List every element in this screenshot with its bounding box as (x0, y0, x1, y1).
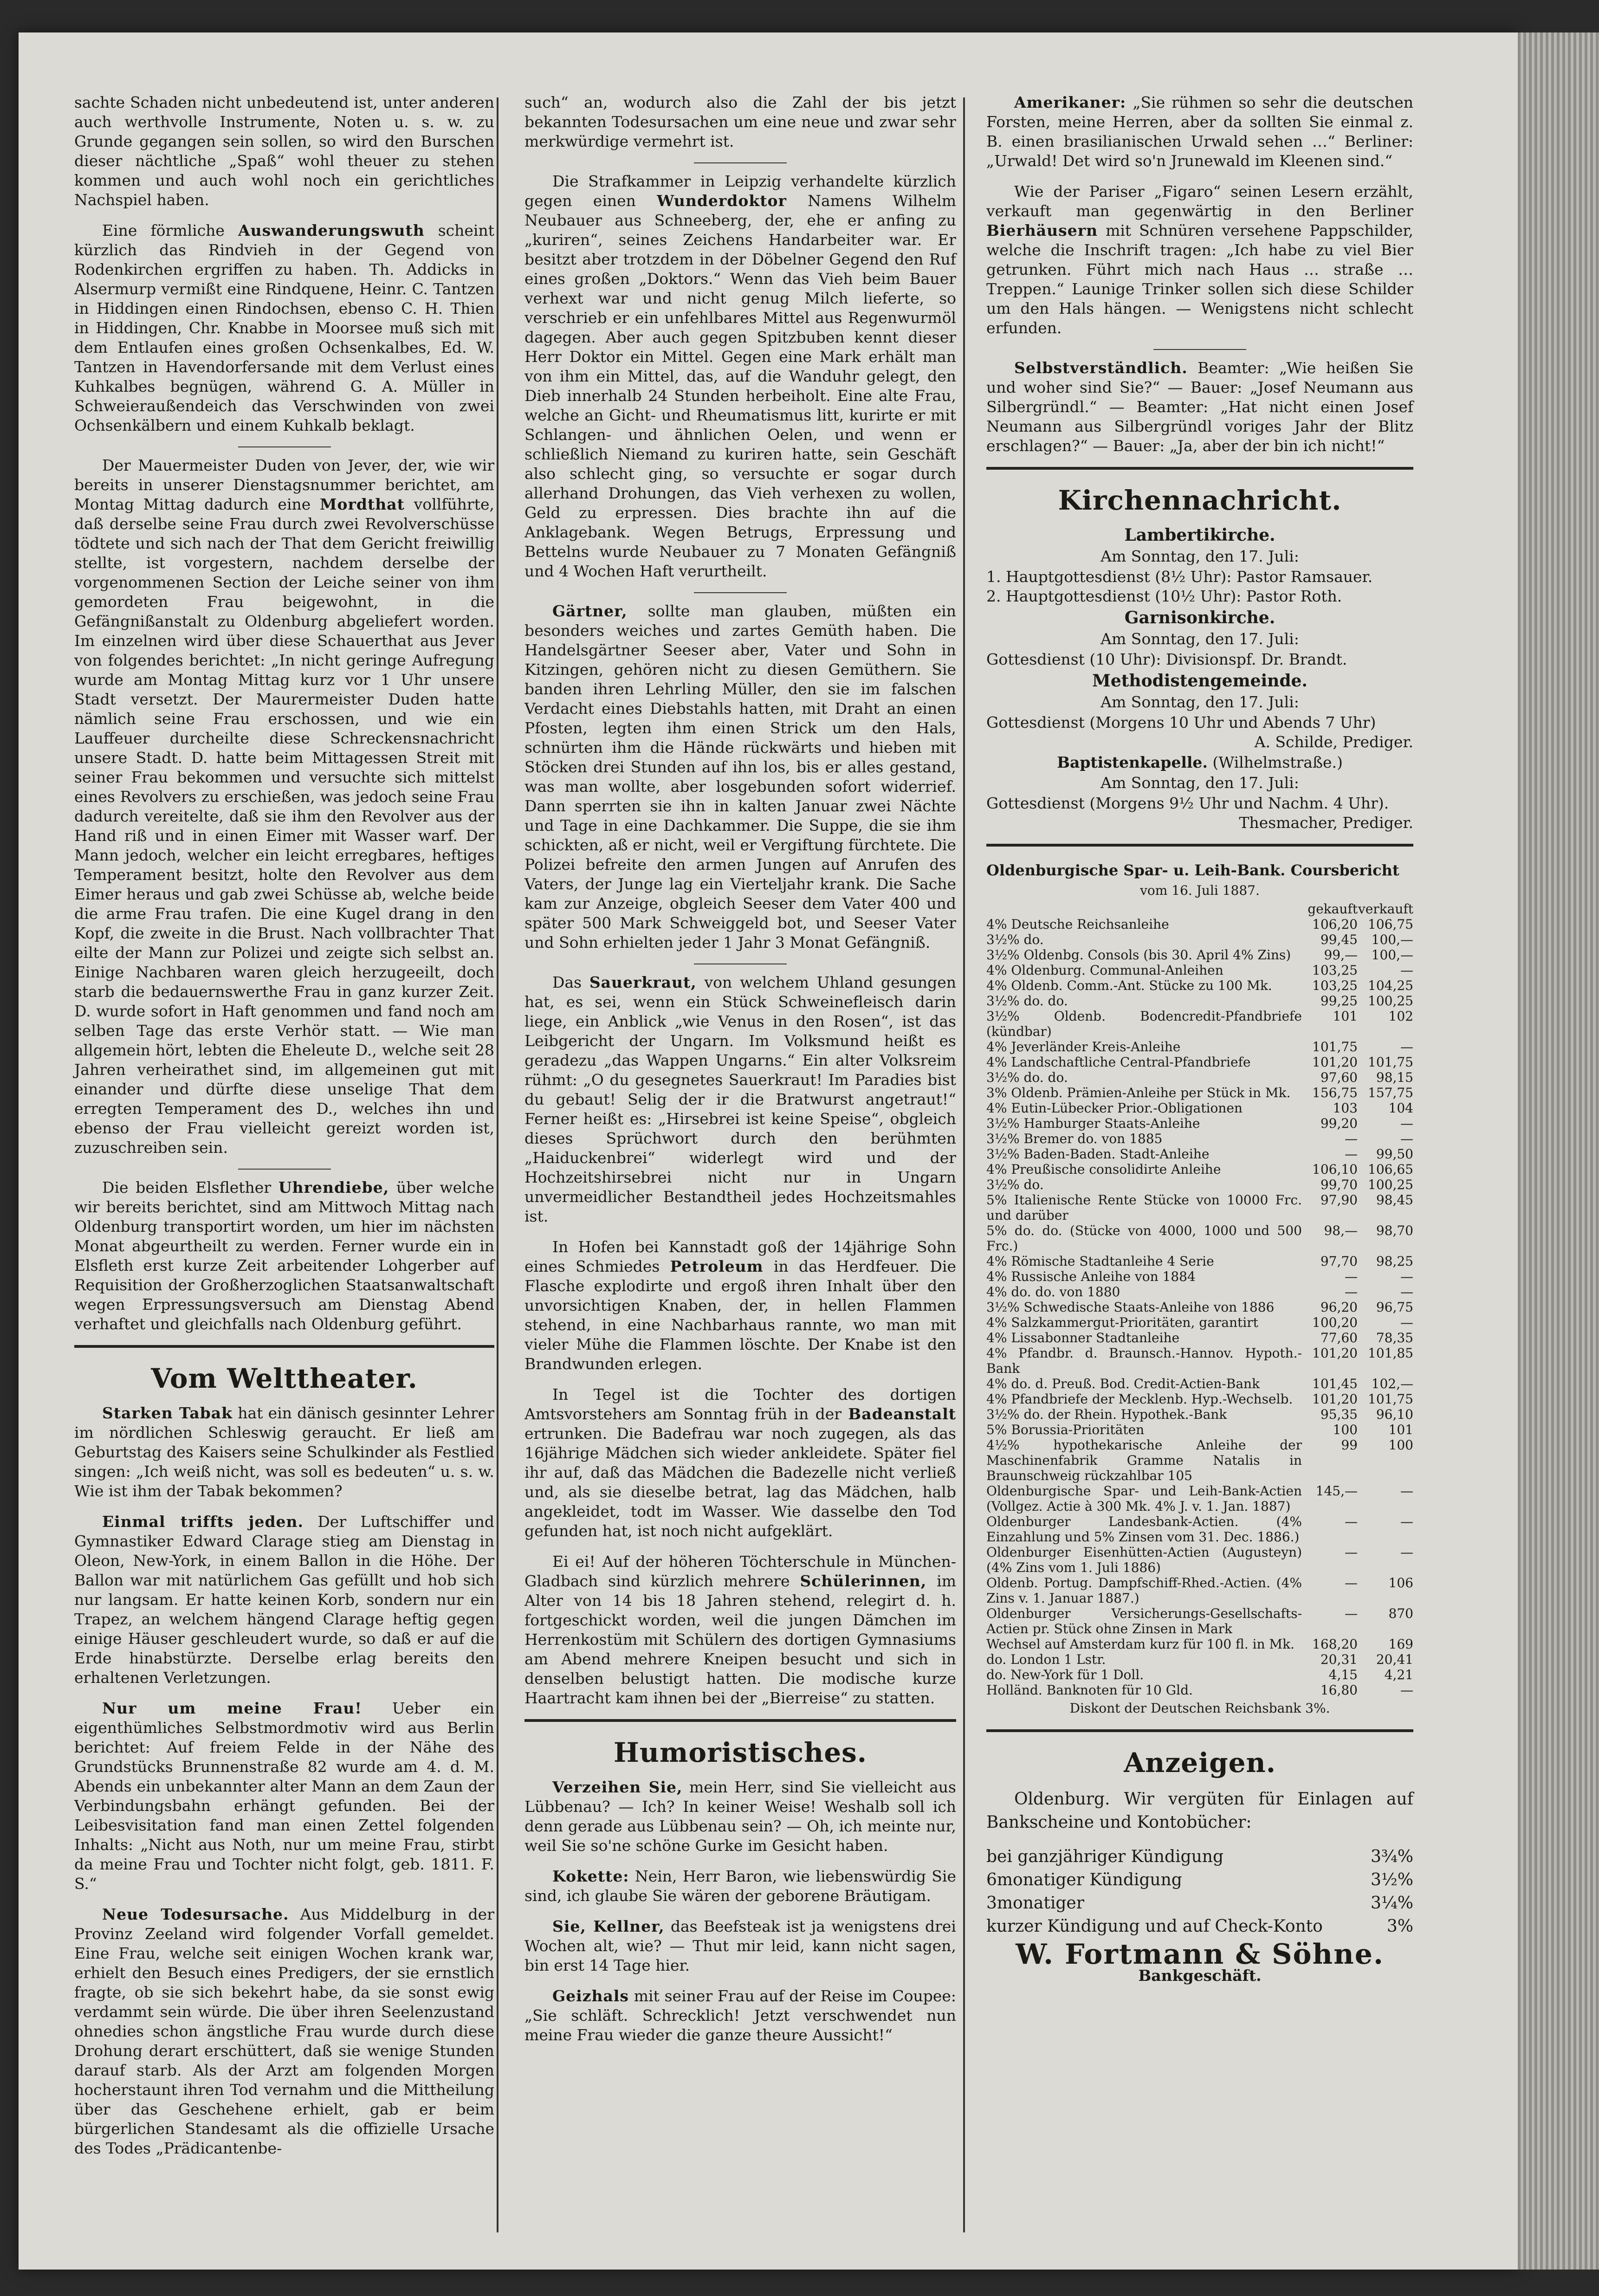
table-row (986, 1223, 1413, 1254)
price-sold: — (1400, 1315, 1413, 1330)
article-separator (1153, 349, 1246, 350)
section-rule (74, 1345, 494, 1348)
list-item (986, 1915, 1413, 1938)
price-sold: 169 (1388, 1636, 1413, 1652)
security-name: Oldenburger Landesbank-Actien. (4% Einzahlung und 5% Zinsen vom 31. Dec. 1886.) (986, 1514, 1302, 1545)
security-name: 3½% Schwedische Staats-Anleihe von 1886 (986, 1300, 1275, 1315)
bank-rate-table (986, 901, 1413, 1698)
church-service: 2. Hauptgottesdienst (10½ Uhr): Pastor Roth. (986, 587, 1342, 605)
price-sold: 98,70 (1376, 1223, 1413, 1238)
article-tabak: Starken Tabak hat ein dänisch gesinnter Lehrer im nördlichen Schleswig geraucht. Er ließ am Geburtstag des Kaisers seine Schulkinder als Festlied singen: „Ich weiß nicht, was soll es bedeuten“ u. s. w. Wie ist ihm der Tabak bekommen? (74, 1404, 494, 1500)
price-bought: 99 (1341, 1437, 1358, 1453)
price-bought: 101,20 (1312, 1345, 1358, 1361)
price-bought: 100 (1333, 1422, 1358, 1437)
price-bought: 168,20 (1312, 1636, 1358, 1652)
table-row (986, 1330, 1413, 1345)
price-sold: 106,75 (1368, 917, 1413, 932)
ad-rate-value: 3¼% (1370, 1894, 1413, 1913)
ad-firm-name: W. Fortmann & Söhne. (1016, 1938, 1384, 1971)
table-row (986, 947, 1413, 963)
church-name: Baptistenkapelle. (Wilhelmstraße.) (1057, 753, 1343, 771)
price-bought: — (1345, 1575, 1358, 1591)
price-bought: 99,— (1324, 947, 1358, 963)
security-name: Oldenburger Eisenhütten-Actien (Augusteyn) (4% Zins vom 1. Juli 1886) (986, 1545, 1302, 1575)
price-sold: 100,— (1371, 932, 1413, 947)
price-sold: 100,25 (1368, 993, 1413, 1009)
section-heading-humoristisches: Humoristisches. (614, 1737, 867, 1768)
price-sold: — (1400, 1682, 1413, 1698)
price-bought: 103,25 (1312, 963, 1358, 978)
price-bought: 95,35 (1320, 1407, 1358, 1422)
price-sold: 96,75 (1376, 1300, 1413, 1315)
price-sold: — (1400, 1269, 1413, 1284)
price-sold: 101,75 (1368, 1391, 1413, 1407)
table-row (986, 1636, 1413, 1652)
article-separator (238, 1169, 331, 1170)
price-sold: 102,— (1371, 1376, 1413, 1391)
article-gaertner: Gärtner, sollte man glauben, müßten ein besonders weiches und zartes Gemüth haben. Die Handelsgärtner Seeser aber, Vater und Sohn in Kitzingen, gehören nicht zu diesen Gemüthern. Sie banden ihren Lehrling Müller, den sie im falschen Verdacht eines Diebstahls hatten, mit Draht an einen Pfosten, legten ihm einen Strick um den Hals, schnürten ihm die Hände rückwärts und hieben mit Stöcken drei Stunden auf ihn los, bis er alles gestand, was man wollte, aber losgebunden sofort widerrief. Dann sperrten sie ihn in kalten Januar zwei Nächte und Tage in eine Dachkammer. Die Suppe, die sie ihm schickten, aß er nicht, weil er Vergiftung fürchtete. Die Polizei befreite den armen Jungen auf Anrufen des Vaters, der Junge lag ein Vierteljahr krank. Die Sache kam zur Anzeige, obgleich Seeser dem Vater 400 und später 500 Mark Schweiggeld bot, und Seeser Vater und Sohn erhielten jeder 1 Jahr 3 Monat Gefängniß. (524, 602, 956, 951)
security-name: 4% Lissabonner Stadtanleihe (986, 1330, 1180, 1345)
price-bought: — (1345, 1545, 1358, 1560)
article-auswanderungswuth: Eine förmliche Auswanderungswuth scheint kürzlich das Rindvieh in der Gegend von Rodenkirchen ergriffen zu haben. Th. Addicks in Alsermurp vermißt eine Rindquene, Heinr. C. Tantzen in Hiddingen einen Rindochsen, ebenso C. H. Thien in Hiddingen, Chr. Knabbe in Moorsee muß sich mit dem Entlaufen eines großen Ochsenkalbes, Ed. W. Tantzen in Havendorfersande mit dem Verlust eines Kuhkalbes begnügen, während G. A. Müller in Schweieraußendeich das Verschwinden von zwei Ochsenkälbern und einem Kuhkalb beklagt. (74, 221, 495, 434)
church-preacher: A. Schilde, Prediger. (1254, 733, 1413, 751)
price-bought: 106,20 (1312, 917, 1358, 932)
list-item (986, 1869, 1413, 1892)
price-bought: 103,25 (1312, 978, 1358, 993)
table-row (986, 1652, 1413, 1667)
security-name: 3% Oldenb. Prämien-Anleihe per Stück in Mk. (986, 1085, 1291, 1100)
column-header: gekauft (1308, 901, 1358, 917)
church-name: Methodistengemeinde. (1092, 671, 1308, 691)
price-bought: 99,45 (1320, 932, 1358, 947)
church-service: Gottesdienst (10 Uhr): Divisionspf. Dr. Brandt. (986, 650, 1347, 668)
price-bought: — (1345, 1284, 1358, 1300)
security-name: 4% do. d. Preuß. Bod. Credit-Actien-Bank (986, 1376, 1260, 1391)
price-bought: 101,45 (1312, 1376, 1358, 1391)
ad-firm-subtitle: Bankgeschäft. (1138, 1966, 1262, 1985)
table-row (986, 1437, 1413, 1483)
security-name: 4% do. do. von 1880 (986, 1284, 1120, 1300)
security-name: 4% Russische Anleihe von 1884 (986, 1269, 1196, 1284)
security-name: 4% Deutsche Reichsanleihe (986, 917, 1169, 932)
table-row (986, 1162, 1413, 1177)
security-name: Oldenburgische Spar- und Leih-Bank-Actien (Vollgez. Actie à 300 Mk. 4% J. v. 1. Jan. 1887) (986, 1483, 1302, 1514)
price-bought: 156,75 (1312, 1085, 1358, 1100)
table-row (986, 1376, 1413, 1391)
price-sold: 99,50 (1376, 1146, 1413, 1162)
table-row (986, 1391, 1413, 1407)
price-sold: — (1400, 1483, 1413, 1499)
price-bought: 97,90 (1320, 1192, 1358, 1208)
security-name: 4% Römische Stadtanleihe 4 Serie (986, 1254, 1214, 1269)
article-mordthat: Der Mauermeister Duden von Jever, der, wie wir bereits in unserer Dienstagsnummer berichtet, am Montag Mittag dadurch eine Mordthat vollführte, daß derselbe seine Frau durch zwei Revolverschüsse tödtete und sich nach der That dem Gericht freiwillig stellte, ist vorgestern, nachdem derselbe der vorgenommenen Section der Leiche seiner von ihm gemordeten Frau beigewohnt, in die Gefängnißanstalt zu Oldenburg abgeliefert worden. Im einzelnen wird über diese Schauerthat aus Jever von folgendes berichtet: „In nicht geringe Aufregung wurde am Montag Mittag kurz vor 1 Uhr unsere Stadt versetzt. Der Maurermeister Duden hatte nämlich seine Frau erschossen, und wie ein Lauffeuer durcheilte diese Schreckensnachricht unsere Stadt. D. hatte beim Mittagessen Streit mit seiner Frau bekommen und versuchte sich mittelst eines Revolvers zu erschießen, was jedoch seine Frau dadurch vereitelte, daß sie ihm den Revolver aus der Hand riß und in einen Eimer mit Wasser warf. Der Mann jedoch, welcher ein leicht erregbares, heftiges Temperament besitzt, holte den Revolver aus dem Eimer heraus und gab zwei Schüsse ab, welche beide die arme Frau trafen. Die eine Kugel drang in den Kopf, die zweite in die Brust. Nach vollbrachter That eilte der Mann zur Polizei und zeigte sich selbst an. Einige Nachbaren waren gleich herzugeeilt, doch starb die bedauernswerthe Frau in ganz kurzer Zeit. D. wurde sofort in Haft genommen und fand noch am selben Tage das erste Verhör statt. — Wie man allgemein hört, lebten die Eheleute D., welche seit 28 Jahren verheirathet sind, im allgemeinen gut mit einander und dürfte diese unselige That dem erregten Temperament des D., welches ihn und ebenso der Frau vielleicht gereizt worden ist, zuzuschreiben sein. (74, 456, 494, 1157)
price-sold: 101,75 (1368, 1054, 1413, 1070)
price-sold: 20,41 (1376, 1652, 1413, 1667)
security-name: 4% Pfandbriefe der Mecklenb. Hyp.-Wechselb. (986, 1391, 1293, 1407)
article-sauerkraut: Das Sauerkraut, von welchem Uhland gesungen hat, es sei, wenn ein Stück Schweinefleisch darin liege, ein Anblick „wie Venus in den Rosen“, ist das Leibgericht der Ungarn. Im Volksmund heißt es geradezu „das Wappen Ungarns.“ Ein alter Volksreim rühmt: „O du gesegnetes Sauerkraut! Im Paradies bist du gebaut! Selig der ir die Bratwurst angetraut!“ Ferner heißt es: „Hirsebrei ist keine Speise“, obgleich dieses Sprüchwort durch den berühmten „Haiduckenbrei“ widerlegt wird und der Hochzeitshirsebrei nicht nur in Ungarn unvermeidlicher Bestandtheil jedes Hochzeitsmahles ist. (524, 973, 956, 1225)
ad-rate-value: 3½% (1370, 1870, 1413, 1889)
section-rule (986, 467, 1413, 470)
security-name: Holländ. Banknoten für 10 Gld. (986, 1682, 1193, 1698)
security-name: do. London 1 Lstr. (986, 1652, 1106, 1667)
bank-report-title: Oldenburgische Spar- u. Leih-Bank. Coursbericht (986, 861, 1399, 879)
price-sold: 106 (1388, 1575, 1413, 1591)
list-item (986, 1845, 1413, 1869)
price-sold: 104 (1388, 1100, 1413, 1116)
table-row (986, 1483, 1413, 1514)
book-edge (1518, 32, 1599, 2270)
table-row (986, 1146, 1413, 1162)
table-row (986, 1131, 1413, 1146)
price-bought: 96,20 (1320, 1300, 1358, 1315)
price-sold: 96,10 (1376, 1407, 1413, 1422)
table-row (986, 1407, 1413, 1422)
price-bought: 4,15 (1328, 1667, 1358, 1682)
column-1 (74, 93, 494, 2169)
price-sold: 78,35 (1376, 1330, 1413, 1345)
security-name: 3½% Oldenbg. Consols (bis 30. April 4% Zins) (986, 947, 1291, 963)
article-todesursache: Neue Todesursache. Aus Middelburg in der Provinz Zeeland wird folgender Vorfall gemeldet. Eine Frau, welche seit einigen Wochen krank war, erhielt den Besuch eines Predigers, der sie ernstlich fragte, ob sie sich bekehrt habe, da sie sonst ewig verdammt sein würde. Die über ihren Seelenzustand ohnedies schon ängstliche Frau wurde durch diese Drohung derart erschüttert, daß sie wenige Stunden darauf starb. Als der Arzt am folgenden Morgen hocherstaunt ihren Tod vernahm und die Mittheilung über das Geschehene erhielt, gab er beim bürgerlichen Standesamt als die offizielle Ursache des Todes „Prädicantenbe- (74, 1905, 494, 2157)
column-3 (986, 93, 1413, 1986)
table-row (986, 1345, 1413, 1376)
section-heading-anzeigen: Anzeigen. (1124, 1747, 1276, 1779)
security-name: Wechsel auf Amsterdam kurz für 100 fl. in Mk. (986, 1636, 1295, 1652)
security-name: 4% Jeverländer Kreis-Anleihe (986, 1039, 1181, 1054)
article-petroleum: In Hofen bei Kannstadt goß der 14jährige Sohn eines Schmiedes Petroleum in das Herdfeuer. Die Flasche explodirte und ergoß ihren Inhalt über den unvorsichtigen Knaben, der, in hellen Flammen stehend, in eine Nachbarhaus rannte, wo man mit vieler Mühe die Flammen löschte. Der Knabe ist den Brandwunden erlegen. (524, 1238, 956, 1373)
column-header: verkauft (1358, 901, 1413, 917)
security-name: do. New-York für 1 Doll. (986, 1667, 1144, 1682)
column-divider (963, 97, 965, 2232)
security-name: 3½% Hamburger Staats-Anleihe (986, 1116, 1200, 1131)
church-name: Lambertikirche. (1124, 525, 1275, 545)
table-row (986, 1606, 1413, 1636)
article-selbstverstaendlich: Selbstverständlich. Beamter: „Wie heißen Sie und woher sind Sie?“ — Bauer: „Josef Neumann aus Silbergründl.“ — Beamter: „Hat nicht einen Josef Neumann aus Silbergründl voriges Jahr der Blitz erschlagen?“ — Bauer: „Ja, aber der bin ich nicht!“ (986, 359, 1414, 455)
church-date: Am Sonntag, den 17. Juli: (1101, 547, 1299, 565)
price-bought: 98,— (1324, 1223, 1358, 1238)
table-row (986, 1085, 1413, 1100)
section-heading-welttheater: Vom Welttheater. (151, 1363, 418, 1394)
security-name: 5% Borussia-Prioritäten (986, 1422, 1145, 1437)
security-name: 4% Salzkammergut-Prioritäten, garantirt (986, 1315, 1258, 1330)
price-sold: 98,25 (1376, 1254, 1413, 1269)
price-sold: 101,85 (1368, 1345, 1413, 1361)
table-row (986, 1254, 1413, 1269)
column-2 (524, 93, 956, 2056)
table-row (986, 1192, 1413, 1223)
table-row (986, 1054, 1413, 1070)
article-uhrendiebe: Die beiden Elsflether Uhrendiebe, über welche wir bereits berichtet, sind am Mittwoch Mittag nach Oldenburg transportirt worden, um hier im nächsten Monat abgeurtheilt zu werden. Ferner wurde ein in Elsfleth erst kurze Zeit arbeitender Lohgerber auf Requisition der Großherzoglichen Staatsanwaltschaft wegen Erpressungsversuch am Dienstag Abend verhaftet und gleichfalls nach Oldenburg geführt. (74, 1178, 494, 1333)
security-name: 3½% do. do. (986, 993, 1068, 1009)
section-rule (986, 844, 1413, 847)
price-bought: — (1345, 1514, 1358, 1529)
joke-kellner: Sie, Kellner, das Beefsteak ist ja wenigstens drei Wochen alt, wie? — Thut mir leid, kann nicht sagen, bin erst 14 Tage hier. (524, 1917, 956, 1974)
price-sold: 4,21 (1384, 1667, 1413, 1682)
table-row (986, 932, 1413, 947)
table-row (986, 1682, 1413, 1698)
bank-report-date: vom 16. Juli 1887. (1140, 883, 1260, 898)
article-continuation: such“ an, wodurch also die Zahl der bis jetzt bekannten Todesursachen um eine neue und zwar sehr merkwürdige vermehrt ist. (524, 93, 956, 150)
security-name: 3½% do. (986, 1177, 1044, 1192)
price-sold: 870 (1388, 1606, 1413, 1621)
price-sold: — (1400, 963, 1413, 978)
ad-rate-label: bei ganzjähriger Kündigung (986, 1847, 1224, 1866)
table-row (986, 1116, 1413, 1131)
article-separator (694, 162, 787, 163)
price-sold: 100 (1388, 1437, 1413, 1453)
price-sold: 100,25 (1368, 1177, 1413, 1192)
price-sold: 106,65 (1368, 1162, 1413, 1177)
church-date: Am Sonntag, den 17. Juli: (1101, 774, 1299, 792)
price-bought: 99,25 (1320, 993, 1358, 1009)
column-divider (497, 97, 498, 2232)
price-bought: — (1345, 1606, 1358, 1621)
list-item (986, 1892, 1413, 1915)
table-row (986, 1300, 1413, 1315)
section-heading-kirchennachricht: Kirchennachricht. (1058, 485, 1342, 516)
price-bought: 101 (1333, 1009, 1358, 1024)
security-name: 3½% do. der Rhein. Hypothek.-Bank (986, 1407, 1227, 1422)
table-row (986, 1100, 1413, 1116)
price-sold: 101 (1388, 1422, 1413, 1437)
price-sold: — (1400, 1039, 1413, 1054)
ad-rate-label: 3monatiger (986, 1894, 1084, 1913)
table-row (986, 1070, 1413, 1085)
article-wunderdoktor: Die Strafkammer in Leipzig verhandelte kürzlich gegen einen Wunderdoktor Namens Wilhelm Neubauer aus Schneeberg, der, ehe er anfing zu „kuriren“, seines Zeichens Handarbeiter war. Er besitzt aber trotzdem in der Döbelner Gegend den Ruf eines großen „Doktors.“ Wenn das Vieh beim Bauer verhext war und nicht genug Milch lieferte, so verschrieb er ein unfehlbares Mittel aus Regenwurmöl dagegen. Aber auch gegen Spitzbuben kennt dieser Herr Doktor ein Mittel. Gegen eine Mark erhält man von ihm ein Mittel, das, auf die Wanduhr gelegt, den Dieb innerhalb 24 Stunden herbeiholt. Eine alte Frau, welche an Gicht- und Rheumatismus litt, kurirte er mit Schlangen- und ähnlichen Oelen, und wenn er schließlich Niemand zu kuriren hatte, sein Geschäft also schlecht ging, so versuchte er sogar durch allerhand Drohungen, das Vieh verhexen zu wollen, Geld zu erpressen. Dies brachte ihn auf die Anklagebank. Wegen Betrugs, Erpressung und Bettelns wurde Neubauer zu 7 Monaten Gefängniß und 4 Wochen Haft verurtheilt. (524, 172, 956, 580)
joke-geizhals: Geizhals mit seiner Frau auf der Reise im Coupee: „Sie schläft. Schrecklich! Jetzt verschwendet nun meine Frau wieder die ganze theure Aussicht!“ (524, 1987, 956, 2044)
table-row (986, 1514, 1413, 1545)
security-name: 5% do. do. (Stücke von 4000, 1000 und 500 Frc.) (986, 1223, 1302, 1254)
price-bought: 97,60 (1320, 1070, 1358, 1085)
ad-rate-value: 3¾% (1370, 1847, 1413, 1866)
table-row (986, 993, 1413, 1009)
section-rule (986, 1729, 1413, 1732)
price-sold: 98,45 (1376, 1192, 1413, 1208)
security-name: 4½% hypothekarische Anleihe der Maschinenfabrik Gramme Natalis in Braunschweig rückzahlbar 105 (986, 1437, 1302, 1483)
price-bought: 20,31 (1320, 1652, 1358, 1667)
price-sold: — (1400, 1131, 1413, 1146)
article-separator (238, 446, 331, 447)
table-row (986, 1667, 1413, 1682)
table-row (986, 1009, 1413, 1039)
ad-rate-list (986, 1845, 1413, 1938)
price-sold: — (1400, 1545, 1413, 1560)
ad-rate-label: kurzer Kündigung und auf Check-Konto (986, 1917, 1323, 1936)
table-row (986, 1315, 1413, 1330)
table-row (986, 1545, 1413, 1575)
church-service: Gottesdienst (Morgens 10 Uhr und Abends 7 Uhr) (986, 713, 1376, 731)
table-row (986, 1177, 1413, 1192)
security-name: 4% Landschaftliche Central-Pfandbriefe (986, 1054, 1251, 1070)
security-name: 4% Preußische consolidirte Anleihe (986, 1162, 1221, 1177)
price-bought: 101,20 (1312, 1391, 1358, 1407)
table-row (986, 1575, 1413, 1606)
article-badeanstalt: In Tegel ist die Tochter des dortigen Amtsvorstehers am Sonntag früh in der Badeanstalt ertrunken. Die Badefrau war noch zugegen, als das 16jährige Mädchen sich wieder ankleidete. Später fiel ihr auf, daß das Mädchen die Badezelle nicht verließ und, als sie dieselbe betrat, lag das Mädchen, halb angekleidet, todt im Wasser. Wie dasselbe den Tod gefunden hat, ist noch nicht aufgeklärt. (524, 1385, 956, 1540)
security-name: 4% Pfandbr. d. Braunsch.-Hannov. Hypoth.-Bank (986, 1345, 1302, 1376)
price-bought: — (1345, 1131, 1358, 1146)
security-name: 3½% Baden-Baden. Stadt-Anleihe (986, 1146, 1210, 1162)
table-row (986, 1269, 1413, 1284)
security-name: 5% Italienische Rente Stücke von 10000 Frc. und darüber (986, 1192, 1302, 1223)
ad-rate-value: 3% (1386, 1917, 1413, 1936)
ad-intro: Oldenburg. Wir vergüten für Einlagen auf Bankscheine und Kontobücher: (986, 1790, 1413, 1832)
price-bought: 99,20 (1320, 1116, 1358, 1131)
price-bought: 99,70 (1320, 1177, 1358, 1192)
price-bought: 101,20 (1312, 1054, 1358, 1070)
security-name: 3½% do. do. (986, 1070, 1068, 1085)
joke-luebbenau: Verzeihen Sie, mein Herr, sind Sie vielleicht aus Lübbenau? — Ich? In keiner Weise! Weshalb soll ich denn gerade aus Lübbenau sein? — Oh, ich meinte nur, weil Sie so'ne schöne Gurke im Gesicht haben. (524, 1778, 956, 1855)
section-rule (524, 1719, 956, 1722)
price-sold: 104,25 (1368, 978, 1413, 993)
price-bought: 103 (1333, 1100, 1358, 1116)
security-name: 3½% Bremer do. von 1885 (986, 1131, 1163, 1146)
price-sold: — (1400, 1514, 1413, 1529)
article-amerikaner: Amerikaner: „Sie rühmen so sehr die deutschen Forsten, meine Herren, aber da sollten Sie einmal z. B. einen brasilianischen Urwald sehen …“ Berliner: „Urwald! Det wird so'n Jrunewald im Kleenen sind.“ (986, 93, 1414, 170)
table-row (986, 1039, 1413, 1054)
table-row (986, 1284, 1413, 1300)
church-service: 1. Hauptgottesdienst (8½ Uhr): Pastor Ramsauer. (986, 568, 1373, 586)
article-selbstmord: Nur um meine Frau! Ueber ein eigenthümliches Selbstmordmotiv wird aus Berlin berichtet: Auf freiem Felde in der Nähe des Grundstücks Brunnenstraße 82 wurde am 4. d. M. Abends ein unbekannter alter Mann an dem Zaun der Verbindungsbahn erhängt gefunden. Bei der Leibesvisitation fand man einen Zettel folgenden Inhalts: „Nicht aus Noth, nur um meine Frau, stirbt da meine Frau und Tochter nicht folgt, geb. 1811. F. S.“ (74, 1699, 494, 1893)
security-name: Oldenb. Portug. Dampfschiff-Rhed.-Actien. (4% Zins v. 1. Januar 1887.) (986, 1575, 1302, 1606)
church-preacher: Thesmacher, Prediger. (1239, 814, 1413, 832)
price-sold: 102 (1388, 1009, 1413, 1024)
church-service: Gottesdienst (Morgens 9½ Uhr und Nachm. 4 Uhr). (986, 794, 1389, 812)
article-bierhaeuser: Wie der Pariser „Figaro“ seinen Lesern erzählt, verkauft man gegenwärtig in den Berliner Bierhäusern mit Schnüren versehene Pappschilder, welche die Inschrift tragen: „Ich habe zu viel Bier getrunken. Führt mich nach Haus … straße … Treppen.“ Launige Trinker sollen sich diese Schilder um den Hals hängen. — Wenigstens nicht schlecht erfunden. (986, 182, 1413, 337)
ad-rate-label: 6monatiger Kündigung (986, 1870, 1182, 1889)
table-row (986, 963, 1413, 978)
table-row (986, 917, 1413, 932)
price-bought: — (1345, 1269, 1358, 1284)
bank-discount: Diskont der Deutschen Reichsbank 3%. (1069, 1701, 1330, 1716)
table-row (986, 1422, 1413, 1437)
security-name: 4% Eutin-Lübecker Prior.-Obligationen (986, 1100, 1243, 1116)
joke-kokette: Kokette: Nein, Herr Baron, wie liebenswürdig Sie sind, ich glaube Sie wären der geborene Bräutigam. (524, 1867, 956, 1905)
price-bought: 16,80 (1320, 1682, 1358, 1698)
table-header-row (986, 901, 1413, 917)
price-bought: 97,70 (1320, 1254, 1358, 1269)
table-row (986, 978, 1413, 993)
price-sold: 98,15 (1376, 1070, 1413, 1085)
price-sold: — (1400, 1284, 1413, 1300)
price-sold: 100,— (1371, 947, 1413, 963)
security-name: 4% Oldenb. Comm.-Ant. Stücke zu 100 Mk. (986, 978, 1272, 993)
price-sold: — (1400, 1116, 1413, 1131)
price-bought: 101,75 (1312, 1039, 1358, 1054)
security-name: 4% Oldenburg. Communal-Anleihen (986, 963, 1224, 978)
price-sold: 157,75 (1368, 1085, 1413, 1100)
article-continuation: sachte Schaden nicht unbedeutend ist, unter anderen auch werthvolle Instrumente, Noten u. s. w. zu Grunde gegangen sein sollen, so wird den Burschen dieser nächtliche „Spaß“ wohl theuer zu stehen kommen und auch wohl noch ein gerichtliches Nachspiel haben. (74, 93, 494, 209)
newspaper-page (19, 32, 1518, 2270)
price-bought: 77,60 (1320, 1330, 1358, 1345)
article-schuelerinnen: Ei ei! Auf der höheren Töchterschule in München-Gladbach sind kürzlich mehrere Schülerinnen, im Alter von 14 bis 18 Jahren stehend, relegirt d. h. fortgeschickt worden, weil die jungen Dämchen im Herrenkostüm mit Schülern des dortigen Gymnasiums am Abend mehrere Kneipen besucht und sich in denselben belustigt hatten. Die modische kurze Haartracht kam ihnen bei der „Bierreise“ zu statten. (524, 1552, 956, 1707)
article-luftschiffer: Einmal triffts jeden. Der Luftschiffer und Gymnastiker Edward Clarage stieg am Dienstag in Oleon, New-York, in einem Ballon in die Höhe. Der Ballon war mit natürlichem Gas gefüllt und hob sich nur langsam. Er hatte keinen Korb, sondern nur ein Trapez, an welchem hängend Clarage heftig gegen einige Häuser geschleudert wurde, so daß er auf die Erde hinabstürzte. Derselbe erlag bereits den erhaltenen Verletzungen. (74, 1513, 494, 1687)
church-name: Garnisonkirche. (1124, 608, 1275, 627)
price-bought: 145,— (1315, 1483, 1358, 1499)
price-bought: 106,10 (1312, 1162, 1358, 1177)
security-name: 3½% do. (986, 932, 1044, 947)
church-date: Am Sonntag, den 17. Juli: (1101, 630, 1299, 648)
price-bought: — (1345, 1146, 1358, 1162)
price-bought: 100,20 (1312, 1315, 1358, 1330)
church-date: Am Sonntag, den 17. Juli: (1101, 693, 1299, 711)
article-separator (694, 592, 787, 593)
security-name: Oldenburger Versicherungs-Gesellschafts-Actien pr. Stück ohne Zinsen in Mark (986, 1606, 1302, 1636)
security-name: 3½% Oldenb. Bodencredit-Pfandbriefe (kündbar) (986, 1009, 1302, 1039)
